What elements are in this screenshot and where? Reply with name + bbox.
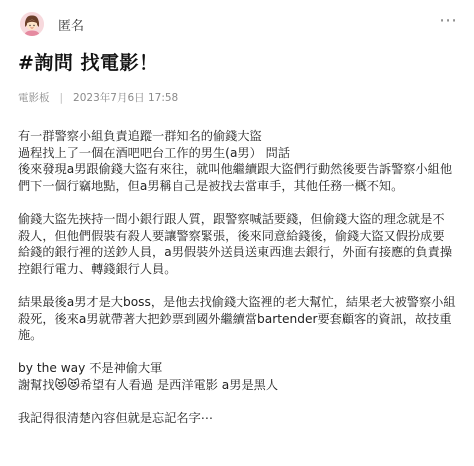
more-options-icon[interactable]: ⋯ [439, 10, 458, 31]
paragraph-gap [18, 394, 460, 411]
content-line: 控銀行電力、轉錢銀行人員。 [18, 261, 177, 276]
content-line: 們下一個行竊地點，但a男稱自己是被找去當車手，其他任務一概不知。 [18, 178, 404, 193]
paragraph-gap [18, 194, 460, 211]
content-line: 給錢的銀行裡的送鈔人員，a男假裝外送員送東西進去銀行，外面有接應的負責操 [18, 245, 453, 260]
post-meta [18, 90, 178, 105]
content-line: 偷錢大盜先挾持一間小銀行跟人質，跟警察喊話要錢，但偷錢大盜的理念就是不 [18, 211, 445, 226]
content-line: 我記得很清楚內容但就是忘記名字⋯ [18, 411, 213, 426]
author-name[interactable]: 匿名 [58, 19, 85, 34]
paragraph-gap [18, 344, 460, 361]
content-line: 謝幫找😻😻希望有人看過 是西洋電影 a男是黑人 [18, 377, 279, 392]
content-line: 施。 [18, 328, 43, 343]
post-header [18, 12, 458, 38]
content-line: 殺死，後來a男就帶著大把鈔票到國外繼續當bartender要套顧客的資訊，故技重 [18, 311, 452, 326]
content-line: 結果最後a男才是大boss，是他去找偷錢大盜裡的老大幫忙，結果老大被警察小組 [18, 294, 456, 309]
post-title: #詢問 找電影！ [18, 52, 159, 74]
post-datetime: 2023年7月6日 17:58 [73, 92, 179, 104]
content-line: 殺人，但他們假裝有殺人要讓警察緊張，後來同意給錢後，偷錢大盜又假扮成要 [18, 228, 445, 243]
anonymous-avatar-icon [20, 12, 44, 36]
post-content [18, 128, 460, 427]
content-line: 有一群警察小組負責追蹤一群知名的偷錢大盜 [18, 129, 262, 143]
board-link[interactable]: 電影板 [18, 92, 50, 104]
content-line: by the way 不是神偷大軍 [18, 361, 163, 376]
content-line: 後來發現a男跟偷錢大盜有來往，就叫他繼續跟大盜們行動然後要告訴警察小組他 [18, 162, 453, 177]
paragraph-gap [18, 277, 460, 294]
meta-divider: | [59, 92, 64, 104]
content-line: 過程找上了一個在酒吧吧台工作的男生(a男） 問話 [18, 145, 291, 160]
avatar[interactable] [20, 12, 44, 36]
